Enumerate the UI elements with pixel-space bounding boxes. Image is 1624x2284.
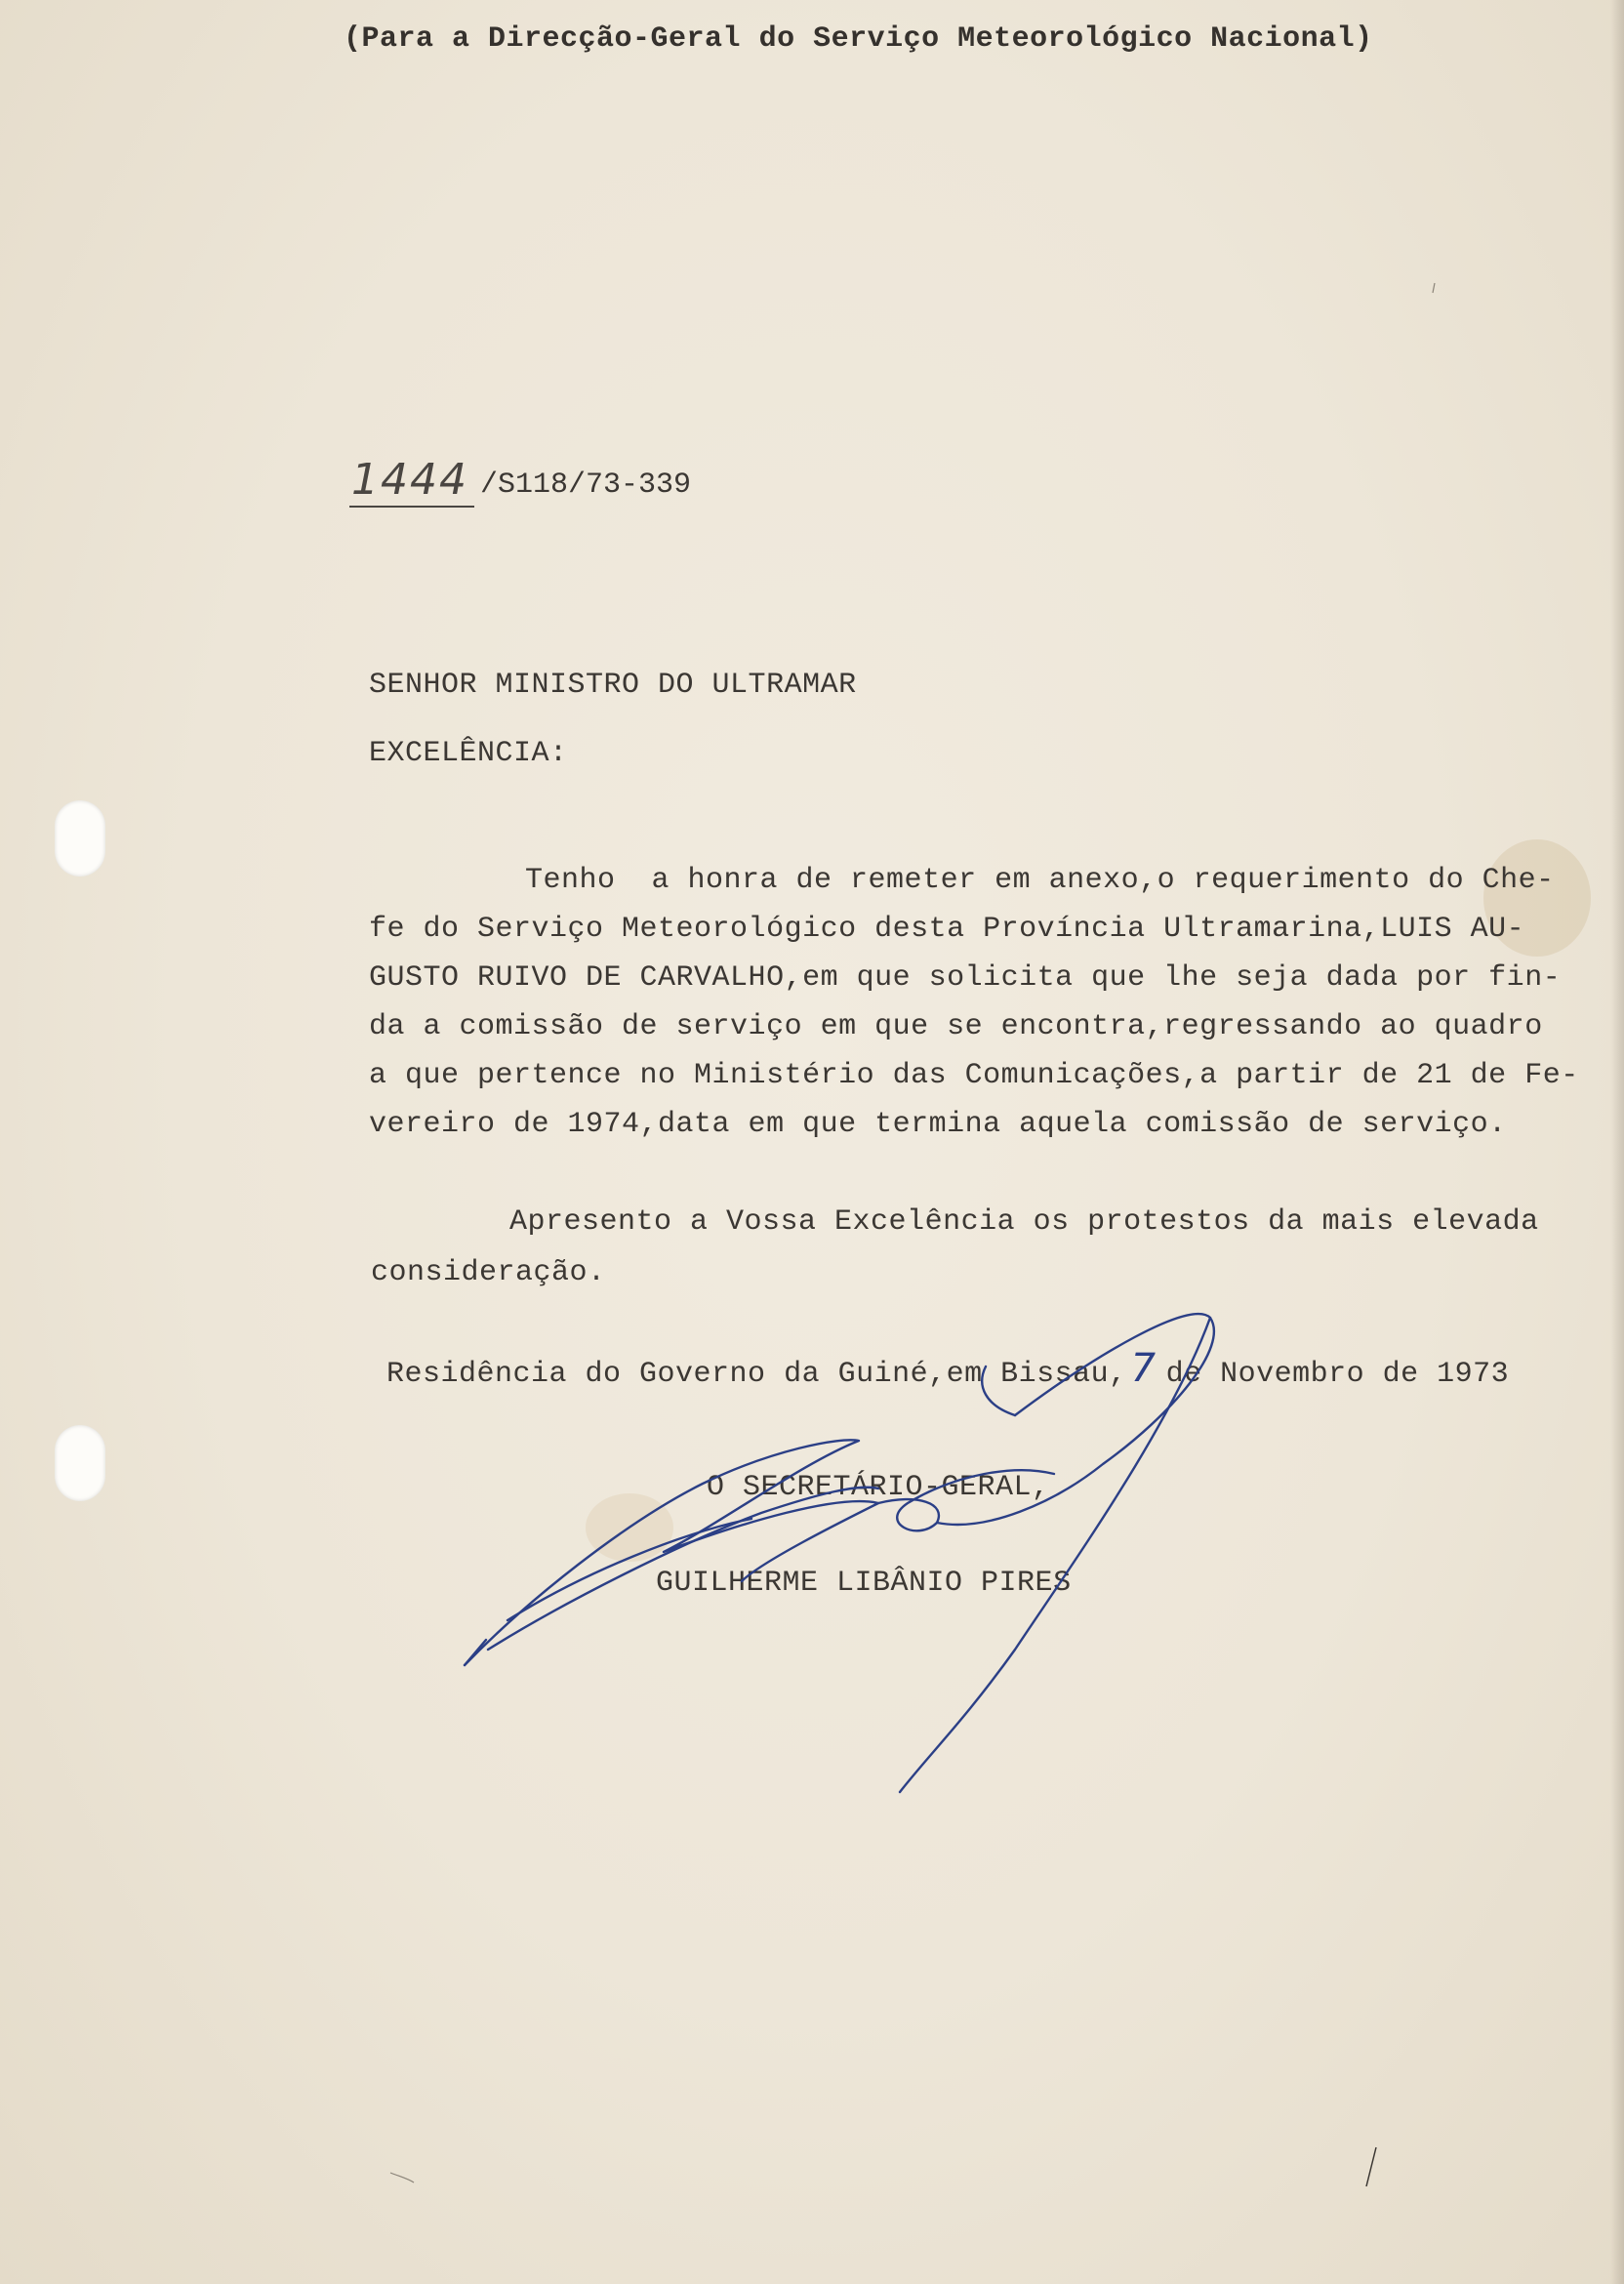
paper-stain: [586, 1493, 673, 1562]
place-and-date: [386, 1346, 1510, 1392]
paragraph-1-line: a que pertence no Ministério das Comunicações,a partir de 21 de Fe-: [369, 1059, 1579, 1092]
salutation: EXCELÊNCIA:: [369, 737, 568, 770]
place-date-prefix: Residência do Governo da Guiné,em Bissau,: [386, 1358, 1127, 1391]
place-date-suffix: de Novembro de 1973: [1165, 1358, 1510, 1391]
paragraph-1-line: da a comissão de serviço em que se encontra,regressando ao quadro: [369, 1010, 1543, 1043]
punch-hole-bottom: [55, 1425, 105, 1501]
typed-reference-suffix: /S118/73-339: [479, 469, 692, 502]
document-header: (Para a Direcção-Geral do Serviço Meteorológico Nacional): [344, 22, 1373, 56]
signatory-name: GUILHERME LIBÂNIO PIRES: [656, 1567, 1072, 1600]
paragraph-2-line: consideração.: [371, 1256, 606, 1289]
reference-number: [349, 455, 691, 510]
paragraph-1-line: Tenho a honra de remeter em anexo,o requerimento do Che-: [525, 864, 1555, 897]
paragraph-1-line: GUSTO RUIVO DE CARVALHO,em que solicita que lhe seja dada por fin-: [369, 961, 1562, 995]
paragraph-1-line: fe do Serviço Meteorológico desta Província Ultramarina,LUIS AU-: [369, 913, 1525, 946]
handwritten-day: 7: [1130, 1346, 1157, 1391]
addressee: SENHOR MINISTRO DO ULTRAMAR: [369, 669, 857, 702]
handwritten-reference: 1444: [349, 455, 474, 508]
signatory-title: O SECRETÁRIO-GERAL,: [707, 1471, 1050, 1504]
paragraph-1-line: vereiro de 1974,data em que termina aquela comissão de serviço.: [369, 1108, 1507, 1141]
paper-edge-shadow: [1610, 0, 1624, 2284]
paragraph-2-line: Apresento a Vossa Excelência os protestos da mais elevada: [509, 1205, 1539, 1239]
punch-hole-top: [55, 800, 105, 877]
